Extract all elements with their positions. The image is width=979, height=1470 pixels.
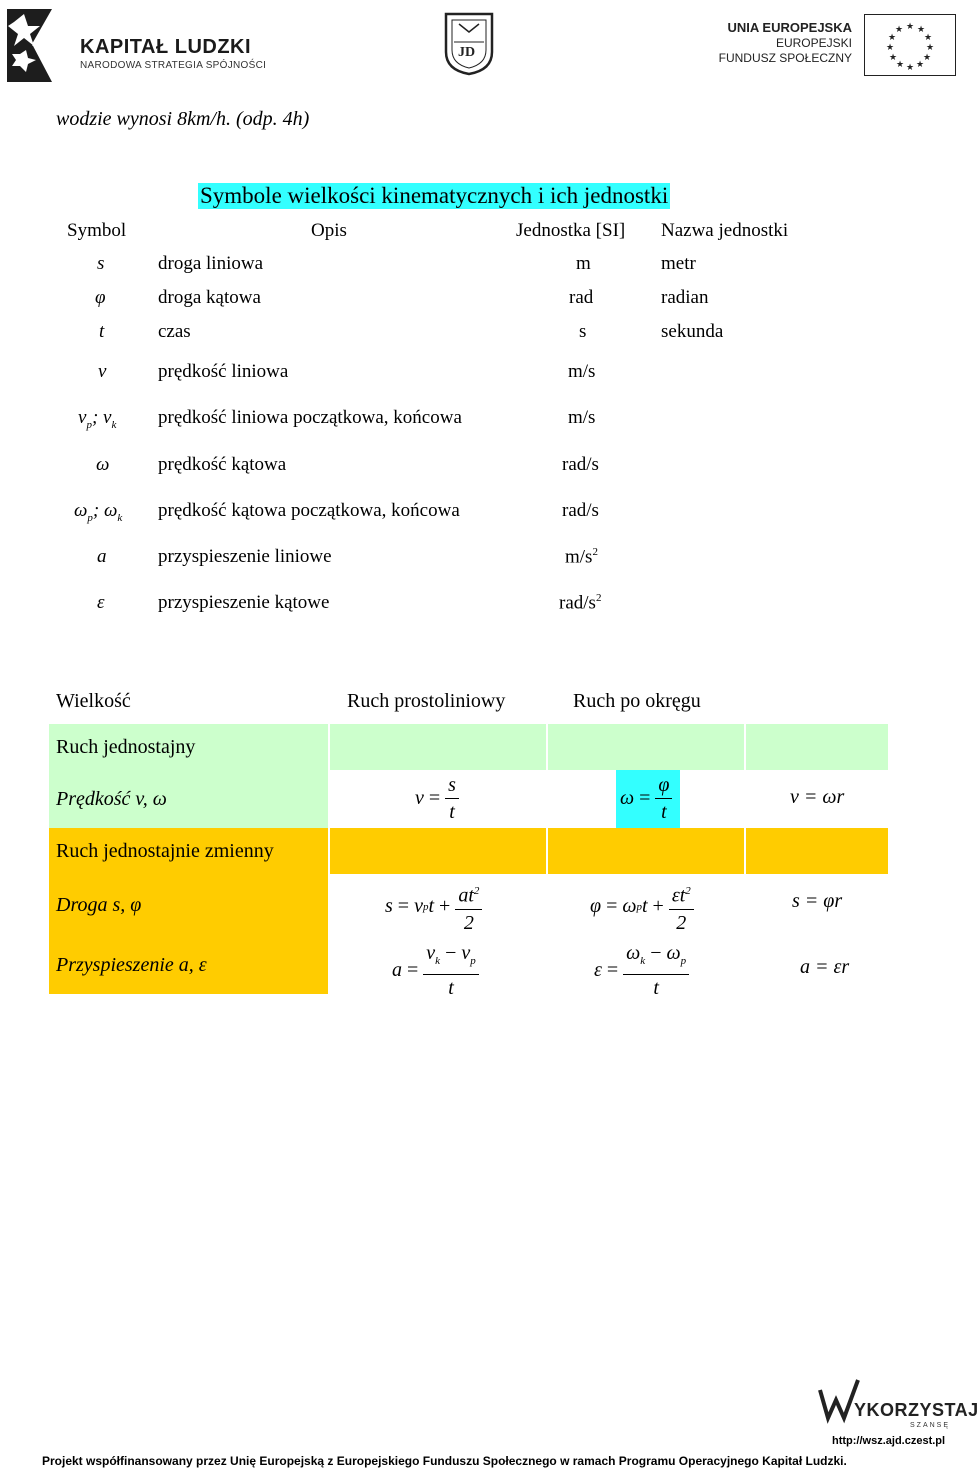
opis-cell: przyspieszenie kątowe <box>158 592 330 613</box>
symbols-table-title: Symbole wielkości kinematycznych i ich jednostki <box>200 183 669 208</box>
unit-cell: m <box>576 253 591 274</box>
opis-cell: prędkość kątowa początkowa, końcowa <box>158 500 460 521</box>
col-header-opis: Opis <box>311 220 347 241</box>
symbol-cell: ε <box>97 592 105 613</box>
unit-cell: rad <box>569 287 594 308</box>
symbol-cell: t <box>99 321 105 342</box>
svg-text:★: ★ <box>923 53 932 63</box>
mt-header-prostoliniowy: Ruch prostoliniowy <box>347 690 506 712</box>
formula-eps: ε = $\frac{\omega_k - \omega_p}{t}$ <box>594 940 689 1001</box>
opis-cell: prędkość liniowa <box>158 361 289 382</box>
svg-text:JD: JD <box>458 45 476 60</box>
divider <box>546 724 548 770</box>
ue-text-block <box>690 20 852 66</box>
accelerated-motion-label: Ruch jednostajnie zmienny <box>56 840 274 862</box>
unit-cell: rad/s <box>562 454 599 475</box>
formula-phi: φ = ω p t + $\frac{\varepsilon t^2}{2}$ <box>590 878 694 936</box>
distance-label: Droga s, φ <box>56 894 142 916</box>
col-header-nazwa: Nazwa jednostki <box>661 220 789 241</box>
opis-cell: droga liniowa <box>158 253 264 274</box>
svg-text:★: ★ <box>906 22 915 32</box>
symbol-cell: a <box>97 546 107 567</box>
opis-cell: przyspieszenie liniowe <box>158 546 332 567</box>
unit-cell: $m/s^2$ <box>565 546 598 568</box>
symbol-cell: $\omega_p$; $\omega_k$ <box>74 500 123 524</box>
symbol-cell: s <box>97 253 105 274</box>
divider <box>744 828 746 874</box>
footer-text: Projekt współfinansowany przez Unię Europejską z Europejskiego Funduszu Społecznego w ramach Programu Operacyjnego Kapitał Ludzki. <box>42 1454 847 1468</box>
svg-text:★: ★ <box>888 33 897 43</box>
mt-header-wielkosc: Wielkość <box>56 690 131 712</box>
svg-text:★: ★ <box>924 33 933 43</box>
website-url[interactable]: http://wsz.ajd.czest.pl <box>832 1435 946 1447</box>
szansa-text: SZANSĘ <box>910 1422 951 1429</box>
intro-line: wodzie wynosi 8km/h. (odp. 4h) <box>56 108 310 130</box>
symbol-cell: φ <box>95 287 106 308</box>
kl-title: KAPITAŁ LUDZKI <box>80 36 252 58</box>
symbol-cell: $v_p$; $v_k$ <box>78 407 117 431</box>
unit-cell: m/s <box>568 407 596 428</box>
formula-a-eps-r: a = εr <box>800 956 850 978</box>
col-header-symbol: Symbol <box>67 220 127 241</box>
acceleration-label: Przyspieszenie a, ε <box>56 954 207 976</box>
opis-cell: prędkość kątowa <box>158 454 287 475</box>
formula-v-linear: v = $\frac{s}{t}$ <box>415 772 459 825</box>
formula-s-phi-r: s = φr <box>792 890 843 912</box>
unit-name-cell: radian <box>661 287 709 308</box>
mt-header-okrag: Ruch po okręgu <box>573 690 701 712</box>
ue-line-1: UNIA EUROPEJSKA <box>727 20 852 35</box>
wykorzystaj-szanse-logo <box>818 1378 979 1434</box>
kapital-ludzki-logo <box>2 4 292 84</box>
unit-cell: m/s <box>568 361 596 382</box>
kl-subtitle: NARODOWA STRATEGIA SPÓJNOŚCI <box>80 60 267 71</box>
wykorzystaj-text: YKORZYSTAJ <box>854 1400 979 1420</box>
unit-cell: rad/s <box>562 500 599 521</box>
symbol-cell: ω <box>96 454 110 475</box>
formula-s: s = v p t + $\frac{at^2}{2}$ <box>385 878 482 936</box>
unit-cell: rad/$s^2$ <box>559 592 602 614</box>
unit-name-cell: sekunda <box>661 321 724 342</box>
divider <box>328 828 330 874</box>
formula-v-omega-r: v = ωr <box>790 786 845 808</box>
opis-cell: prędkość liniowa początkowa, końcowa <box>158 407 462 428</box>
kl-star-graphic <box>2 4 82 84</box>
svg-text:★: ★ <box>917 25 926 35</box>
svg-text:★: ★ <box>906 63 915 73</box>
svg-text:★: ★ <box>889 53 898 63</box>
opis-cell: czas <box>158 321 191 342</box>
svg-text:★: ★ <box>886 43 895 53</box>
uniform-motion-label: Ruch jednostajny <box>56 736 196 758</box>
opis-cell: droga kątowa <box>158 287 261 308</box>
svg-text:★: ★ <box>916 60 925 70</box>
eu-flag-icon <box>864 14 956 76</box>
unit-name-cell: metr <box>661 253 696 274</box>
formula-a: a = $\frac{v_k - v_p}{t}$ <box>392 940 479 1001</box>
divider <box>546 828 548 874</box>
unit-cell: s <box>579 321 587 342</box>
formula-omega: ω = $\frac{\varphi}{t}$ <box>620 772 672 825</box>
svg-text:★: ★ <box>896 60 905 70</box>
divider <box>744 724 746 770</box>
divider <box>328 724 330 770</box>
svg-text:★: ★ <box>895 25 904 35</box>
symbol-cell: v <box>98 361 107 382</box>
velocity-label: Prędkość v, ω <box>56 788 167 810</box>
svg-text:★: ★ <box>926 43 935 53</box>
ajd-crest-logo <box>444 12 494 76</box>
col-header-jednostka: Jednostka [SI] <box>516 220 626 241</box>
ue-line-2: EUROPEJSKI <box>775 36 852 50</box>
ue-line-3: FUNDUSZ SPOŁECZNY <box>718 51 852 65</box>
